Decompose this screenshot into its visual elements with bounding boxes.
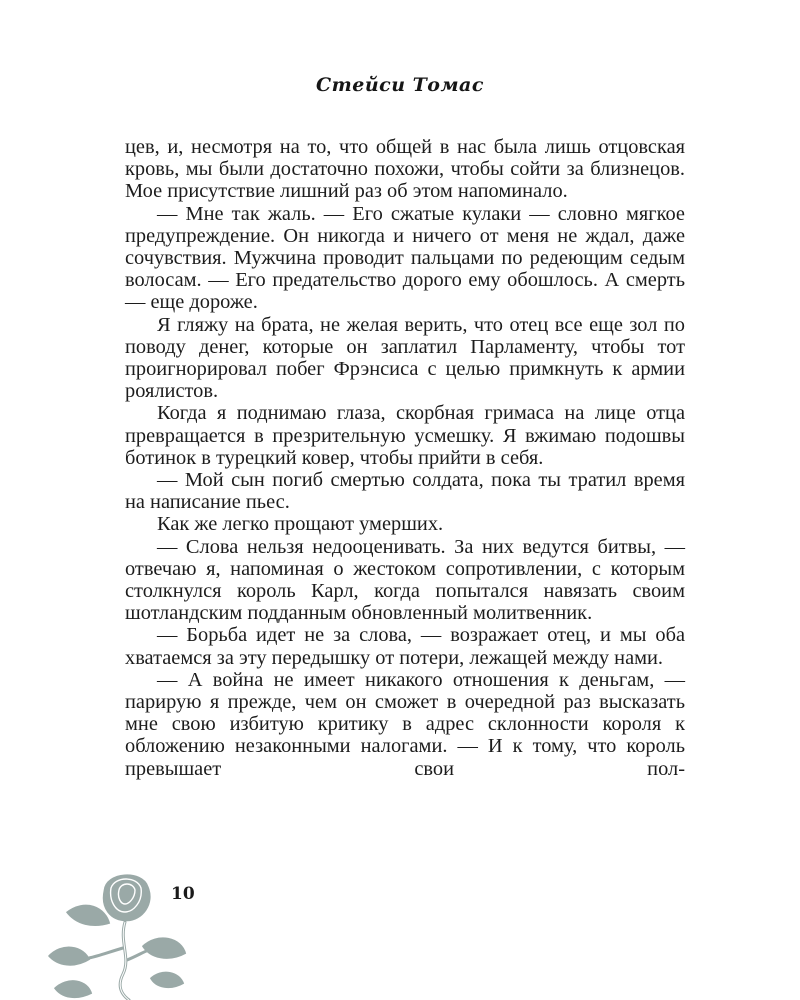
paragraph: — Мне так жаль. — Его сжатые кулаки — словно мягкое предупреждение. Он никогда и ничего от меня не ждал, даже сочувствия. Мужчина проводит пальцами по редеющим седым волосам. — Его предательство дорого ему обошлось. А смерть — еще дороже. bbox=[125, 202, 685, 314]
paragraph: — А война не имеет никакого отношения к деньгам, — парирую я прежде, чем он сможет в очередной раз высказать мне свою избитую критику в адрес склонности короля к обложению незаконными налогами. — И к тому, что король превышает свои пол- bbox=[125, 668, 685, 780]
paragraph: Я гляжу на брата, не желая верить, что отец все еще зол по поводу денег, которые он заплатил Парламенту, чтобы тот проигнорировал побег Фрэнсиса с целью примкнуть к армии роялистов. bbox=[125, 313, 685, 403]
paragraph: — Мой сын погиб смертью солдата, пока ты тратил время на написание пьес. bbox=[125, 469, 685, 514]
paragraph: Когда я поднимаю глаза, скорбная гримаса на лице отца превращается в презрительную усмешку. Я вжимаю подошвы ботинок в турецкий ковер, чтобы прийти в себя. bbox=[125, 402, 685, 469]
paragraph: — Слова нельзя недооценивать. За них ведутся битвы, — отвечаю я, напоминая о жестоком сопротивлении, с которым столкнулся король Карл, когда попытался навязать своим шотландским подданным обновленный молитвенник. bbox=[125, 535, 685, 625]
body-text bbox=[125, 136, 685, 780]
paragraph: Как же легко прощают умерших. bbox=[157, 513, 444, 536]
paragraph: цев, и, несмотря на то, что общей в нас была лишь отцовская кровь, мы были достаточно похожи, чтобы сойти за близнецов. Мое присутствие лишний раз об этом напоминало. bbox=[125, 136, 685, 203]
running-header-author: Стейси Томас bbox=[316, 74, 484, 96]
paragraph: — Борьба идет не за слова, — возражает отец, и мы оба хватаемся за эту передышку от потери, лежащей между нами. bbox=[125, 624, 685, 669]
rose-ornament-icon bbox=[45, 860, 195, 1000]
page-number: 10 bbox=[171, 884, 195, 904]
